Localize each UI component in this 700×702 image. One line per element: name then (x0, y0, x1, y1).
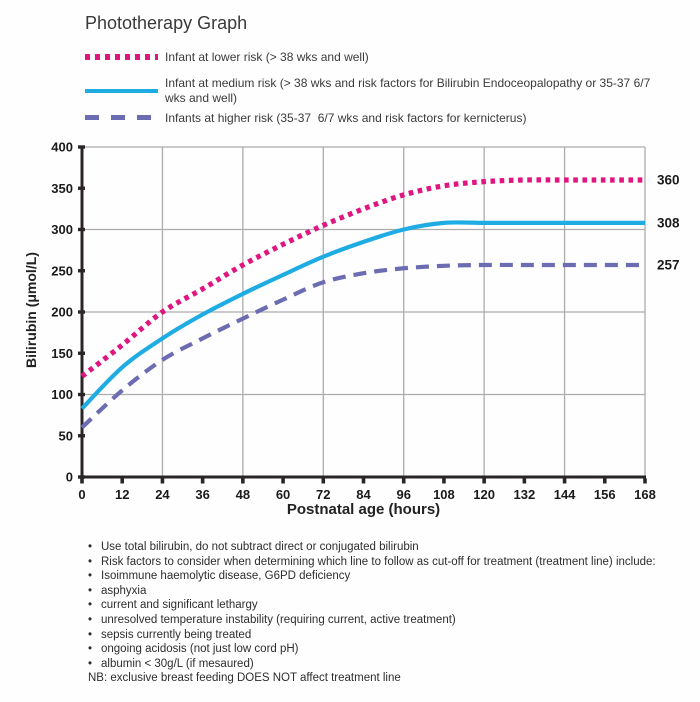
footnote-item (88, 540, 674, 555)
x-tick (643, 479, 647, 484)
x-tick (201, 479, 205, 484)
y-tick (78, 145, 85, 148)
x-tick (482, 479, 486, 484)
y-tick (78, 228, 85, 231)
x-axis-title: Postnatal age (hours) (286, 501, 441, 518)
legend-solid-line-swatch (85, 89, 158, 93)
x-tick-label: 108 (433, 487, 455, 502)
x-tick (603, 479, 607, 484)
y-tick (78, 352, 85, 355)
end-label-0: 360 (657, 172, 680, 188)
series-line-1 (82, 222, 645, 408)
bullet-icon: • (88, 555, 93, 568)
footnote-text: sepsis currently being treated (101, 628, 252, 641)
x-tick (241, 479, 245, 484)
y-tick (78, 393, 85, 396)
y-tick-label: 200 (51, 304, 73, 320)
footnote-item (88, 657, 674, 672)
y-tick (78, 475, 85, 478)
y-tick (78, 187, 85, 190)
footnote-text: Isoimmune haemolytic disease, G6PD deficiency (101, 570, 351, 583)
footnote-item (88, 569, 674, 584)
x-tick (120, 479, 124, 484)
x-tick-label: 12 (114, 487, 130, 502)
x-tick (321, 479, 325, 484)
x-tick-label: 36 (195, 487, 210, 502)
footnote-item (88, 584, 674, 599)
x-tick (161, 479, 165, 484)
phototherapy-chart (0, 140, 700, 530)
y-tick-label: 100 (51, 387, 73, 402)
bullet-icon: • (88, 584, 93, 597)
x-tick (402, 479, 406, 484)
x-tick (563, 479, 567, 484)
footnote-item (88, 555, 674, 570)
footnote-item (88, 598, 674, 613)
y-tick-label: 400 (51, 140, 73, 155)
y-tick (78, 269, 85, 272)
y-tick-label: 250 (51, 263, 73, 279)
footnote-item (88, 613, 674, 628)
x-tick-label: 132 (513, 487, 536, 502)
x-tick (362, 479, 366, 484)
y-axis-title: Bilirubin (μmol/L) (23, 252, 39, 368)
footnote-text: ongoing acidosis (not just low cord pH) (101, 643, 299, 656)
legend-dashed-line-swatch (85, 115, 158, 120)
page-title: Phototherapy Graph (85, 13, 248, 33)
y-tick (78, 434, 85, 437)
x-tick-label: 84 (356, 487, 371, 502)
x-tick (442, 479, 446, 484)
footnote-text: Use total bilirubin, do not subtract direct or conjugated bilirubin (101, 541, 419, 553)
x-tick (281, 479, 285, 484)
bullet-icon: • (88, 643, 93, 656)
bullet-icon: • (88, 541, 93, 553)
legend-dotted-line-swatch (85, 54, 158, 60)
x-tick-label: 60 (275, 487, 291, 502)
x-tick-label: 120 (473, 487, 495, 502)
footnote-nb: NB: exclusive breast feeding DOES NOT affect treatment line (88, 672, 401, 685)
bullet-icon: • (88, 613, 93, 626)
x-tick-label: 168 (634, 487, 656, 502)
legend-label-higher-risk: Infants at higher risk (35-37 6/7 wks and risk factors for kernicterus) (165, 111, 527, 125)
footnote-text: albumin < 30g/L (if mesaured) (101, 657, 254, 670)
x-tick-label: 0 (78, 487, 86, 502)
bullet-icon: • (88, 599, 93, 612)
y-tick-label: 350 (51, 180, 73, 196)
footnote-text: Risk factors to consider when determining which line to follow as cut-off for treatment (treatment line) include: (101, 555, 656, 568)
x-tick-label: 96 (396, 487, 411, 502)
x-tick-label: 24 (155, 487, 170, 502)
x-tick-label: 72 (316, 487, 331, 502)
y-tick (78, 310, 85, 313)
y-tick-label: 50 (58, 428, 73, 444)
footnote-text: current and significant lethargy (101, 599, 258, 612)
bullet-icon: • (88, 628, 93, 641)
series-line-2 (82, 265, 645, 428)
x-tick-label: 156 (593, 487, 616, 502)
y-tick-label: 300 (51, 222, 73, 237)
footnote-text: unresolved temperature instability (requiring current, active treatment) (101, 613, 456, 626)
footnote-item (88, 642, 674, 657)
footnotes (88, 540, 674, 686)
x-tick (523, 479, 527, 484)
end-label-1: 308 (657, 215, 680, 231)
footnote-item (88, 628, 674, 643)
legend-label-lower-risk: Infant at lower risk (> 38 wks and well) (165, 50, 369, 64)
bullet-icon: • (88, 570, 93, 583)
bullet-icon: • (88, 657, 93, 670)
series-line-0 (82, 180, 645, 376)
x-tick-label: 48 (235, 487, 251, 502)
x-tick-label: 144 (553, 487, 576, 502)
y-tick-label: 0 (65, 469, 73, 485)
y-tick-label: 150 (51, 345, 73, 361)
x-tick (80, 479, 84, 484)
footnote-text: asphyxia (101, 584, 147, 597)
end-label-2: 257 (657, 257, 680, 273)
legend-label-medium-risk: Infant at medium risk (> 38 wks and risk factors for Bilirubin Endoceopalopathy or 35-37 6/7 wks and well) (165, 76, 654, 105)
